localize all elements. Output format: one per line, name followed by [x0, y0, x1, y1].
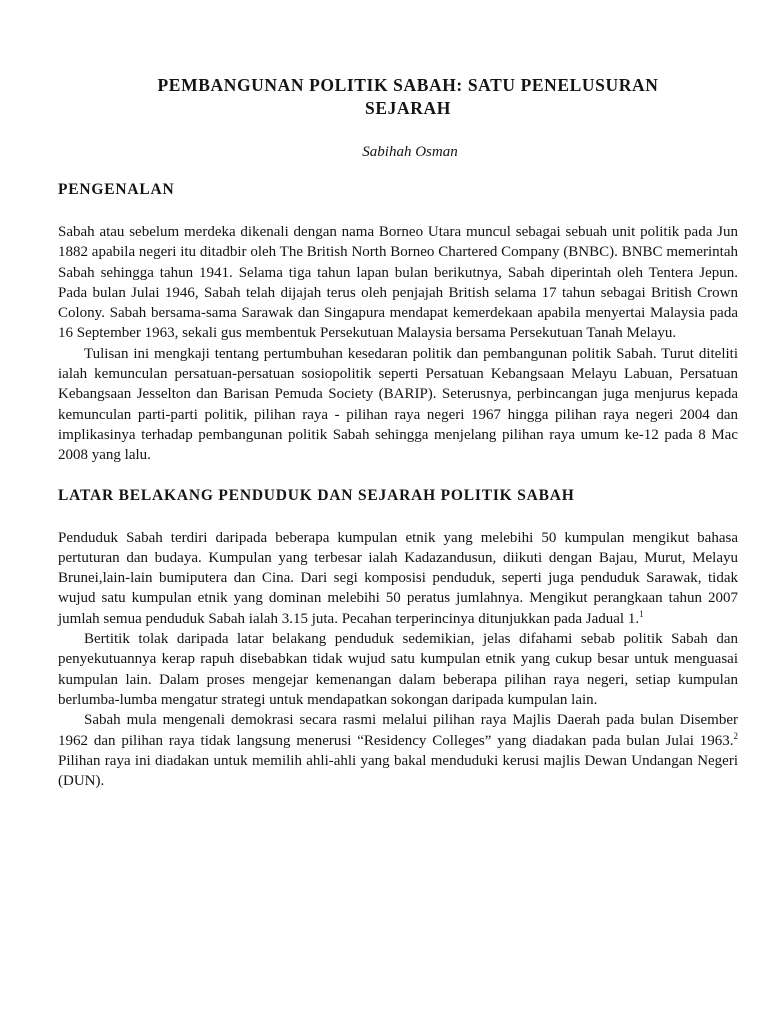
paragraph: Sabah atau sebelum merdeka dikenali dengan nama Borneo Utara muncul sebagai sebuah unit politik pada Jun 1882 apabila negeri itu ditadbir oleh The British North Borneo Chartered Company (BNBC). BNBC memerintah Sabah sehingga tahun 1941. Selama tiga tahun lapan bulan berikutnya, Sabah diperintah oleh Tentera Jepun. Pada bulan Julai 1946, Sabah telah dijajah terus oleh penjajah British selama 17 tahun sebagai British Crown Colony. Sabah bersama-sama Sarawak dan Singapura mendapat kemerdekaan apabila menyertai Malaysia pada 16 September 1963, sekali gus membentuk Persekutuan Malaysia bersama Persekutuan Tanah Melayu.	[58, 224, 738, 342]
paragraph-text: Pilihan raya ini diadakan untuk memilih ahli-ahli yang bakal menduduki kerusi majlis Dewan Undangan Negeri (DUN).	[58, 752, 738, 790]
paragraph	[58, 528, 738, 629]
footnote-marker: 1	[639, 608, 644, 619]
footnote-marker: 2	[733, 730, 738, 741]
paper-title-line-2: SEJARAH	[365, 98, 451, 118]
section-body-latar-belakang	[58, 528, 738, 792]
paragraph: Tulisan ini mengkaji tentang pertumbuhan kesedaran politik dan pembangunan politik Sabah. Turut diteliti ialah kemunculan persatuan-persatuan sosiopolitik seperti Persatuan Kebangsaan Melayu Labuan, Persatuan Kebangsaan Jesselton dan Barisan Pemuda Society (BARIP). Seterusnya, perbincangan juga menjurus kepada kemunculan parti-parti politik, pilihan raya - pilihan raya negeri 1967 hingga pilihan raya negeri 2004 dan implikasinya terhadap pembangunan politik Sabah sehingga menjelang pilihan raya umum ke-12 pada 8 Mac 2008 yang lalu.	[58, 345, 738, 464]
paragraph	[58, 710, 738, 791]
section-heading-latar-belakang: LATAR BELAKANG PENDUDUK DAN SEJARAH POLITIK SABAH	[58, 486, 575, 504]
paragraph-text: Sabah mula mengenali demokrasi secara rasmi melalui pilihan raya Majlis Daerah pada bulan Disember 1962 dan pilihan raya tidak langsung menerusi “Residency Colleges” yang diadakan pada bulan Julai 1963.	[58, 712, 738, 749]
section-body-pengenalan	[58, 222, 738, 466]
paper-title-line-1: PEMBANGUNAN POLITIK SABAH: SATU PENELUSURAN	[157, 75, 659, 95]
paragraph-text: Penduduk Sabah terdiri daripada beberapa kumpulan etnik yang melebihi 50 kumpulan mengikut bahasa pertuturan dan budaya. Kumpulan yang terbesar ialah Kadazandusun, diikuti dengan Bajau, Murut, Melayu Brunei,lain-lain bumiputera dan Cina. Dari segi komposisi penduduk, seperti juga penduduk Sarawak, tidak wujud satu kumpulan etnik yang dominan melebihi 50 peratus jumlahnya. Mengikut perangkaan tahun 2007 jumlah semua penduduk Sabah ialah 3.15 juta. Pecahan terperincinya ditunjukkan pada Jadual 1.	[58, 529, 738, 627]
document-page	[58, 74, 738, 791]
paper-title	[78, 74, 738, 120]
author-name: Sabihah Osman	[362, 144, 458, 160]
paragraph: Bertitik tolak daripada latar belakang penduduk sedemikian, jelas difahami sebab politik Sabah dan penyekutuannya kerap rapuh disebabkan tidak wujud satu kumpulan etnik yang cukup besar untuk menguasai kumpulan lain. Dalam proses mengejar kemenangan dalam beberapa pilihan raya negeri, setiap kumpulan berlumba-lumba mengatur strategi untuk mendapatkan sokongan daripada kumpulan lain.	[58, 631, 738, 708]
section-heading-pengenalan: PENGENALAN	[58, 181, 175, 198]
